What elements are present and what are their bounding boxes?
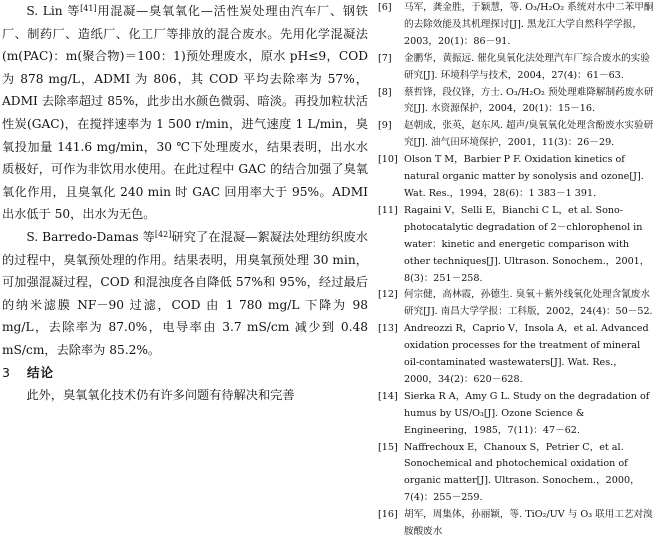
reference-text: Ragaini V，Selli E，Bianchi C L，et al. Sono-photocatalytic degradation of 2－chlorophenol in water：kinetic and energetic comparison with other techniques[J]. Ultrason. Sonochem.，2001，8(3)：251－258.	[404, 204, 650, 284]
paragraph-barredo-study: S. Barredo-Damas 等[42]研究了在混凝—絮凝法处理纺织废水的过程中，臭氧预处理的作用。结果表明，用臭氧预处理 30 min，可加强混凝过程，COD 和混浊度各自降低 57%和 95%，经过最后的纳米滤膜 NF－90 过滤，COD 由 1 780 mg/L 下降为 98 mg/L，去除率为 87.0%，电导率由 3.7 mS/cm 减少到 0.48 mS/cm，去除率为 85.2%。	[2, 229, 368, 357]
reference-text: Sierka R A，Amy G L. Study on the degradation of humus by US/O₃[J]. Ozone Science & Engineering，1985，7(11)：47－62.	[404, 390, 650, 436]
reference-number: [16]	[378, 509, 398, 521]
reference-text: 何宗健，高林霞，孙德生. 臭氧＋紫外线氧化处理含氰废水研究[J]. 南昌大学学报：工科版，2002，24(4)：50－52.	[404, 289, 653, 318]
reference-number: [12]	[378, 289, 398, 301]
reference-text: 金鹏华，黄振远. 催化臭氧化法处理汽车厂综合废水的实验研究[J]. 环境科学与技术，2004，27(4)：61－63.	[404, 52, 650, 81]
reference-item	[378, 85, 654, 119]
body-text-column	[2, 0, 368, 423]
reference-number: [15]	[378, 441, 398, 453]
reference-text: Andreozzi R，Caprio V，Insola A，et al. Advanced oxidation processes for the treatment of mineral oil-contaminated wastewaters[J]. Wat. Res.，2000，34(2)：620－628.	[404, 323, 649, 385]
section-number: 3	[2, 364, 11, 380]
reference-text: 蔡哲锋，段仪锋，方士. O₃/H₂O₂ 预处理难降解制药废水研究[J]. 水资源保护，2004，20(1)：15－16.	[404, 86, 654, 115]
reference-item	[378, 203, 654, 288]
reference-number: [9]	[378, 120, 392, 132]
reference-text: Olson T M，Barbier P F. Oxidation kinetics of natural organic matter by sonolysis and ozone[J]. Wat. Res.，1994，28(6)：1 383－1 391.	[404, 154, 644, 199]
reference-number: [8]	[378, 86, 392, 98]
reference-text: Naffrechoux E，Chanoux S，Petrier C，et al. Sonochemical and photochemical oxidation of organic matter[J]. Ultrason. Sonochem.，2000，7(4)：255－259.	[404, 441, 640, 504]
reference-item	[378, 507, 654, 541]
section-title: 结论	[26, 364, 54, 380]
reference-item	[378, 51, 654, 85]
reference-item	[378, 287, 654, 321]
reference-item	[378, 321, 654, 389]
reference-list	[378, 0, 654, 538]
reference-text: 胡军，周集体，孙丽颖，等. TiO₂/UV 与 O₃ 联用工艺对溴胺酸废水	[404, 509, 653, 538]
reference-number: [14]	[378, 390, 398, 402]
reference-text: 马军，龚金胜，于颖慧，等. O₃/H₂O₂ 系统对水中二苯甲酮的去除效能及其机理探讨[J]. 黑龙江大学自然科学学报，2003，20(1)：86－91.	[404, 2, 654, 47]
reference-number: [6]	[378, 2, 392, 13]
citation-42: [42]	[154, 229, 172, 239]
reference-text: 赵朝成，张英，赵东风. 超声/臭氧氧化处理含酚废水实验研究[J]. 油气田环境保护，2001，11(3)：26－29.	[404, 120, 654, 149]
section-heading-conclusion	[2, 362, 368, 385]
reference-item	[378, 440, 654, 508]
reference-number: [11]	[378, 204, 398, 216]
reference-item	[378, 389, 654, 440]
reference-number: [13]	[378, 323, 398, 335]
reference-item	[378, 118, 654, 152]
reference-item	[378, 152, 654, 203]
cut-off-line: 此外，臭氧氧化技术仍有许多问题有待解决和完善	[26, 388, 295, 403]
reference-number: [7]	[378, 52, 392, 64]
citation-41: [41]	[80, 4, 97, 13]
paragraph-lin-study: S. Lin 等[41]用混凝—臭氧氧化—活性炭处理由汽车厂、钢铁厂、制药厂、造纸厂、化工厂等排放的混合废水。先用化学混凝法(m(PAC)：m(聚合物)＝100：1)预处理废水，原水 pH≤9，COD 为 878 mg/L，ADMI 为 806，其 COD 平均去除率为 57%，ADMI 去除率超过 85%，此步出水颜色微弱、暗淡。再投加粒状活性炭(GAC)，在搅拌速率为 1 500 r/min，进气速度 1 L/min，臭氧投加量 141.6 mg/min，30 ℃下处理废水，结果表明，出水水质极好，可作为非饮用水使用。在此过程中 GAC 的结合加强了臭氧氧化作用，且臭氧化 240 min 时 GAC 回用率大于 95%。ADMI 出水低于 50，出水为无色。	[2, 4, 368, 222]
reference-item	[378, 0, 654, 51]
reference-number: [10]	[378, 154, 398, 166]
